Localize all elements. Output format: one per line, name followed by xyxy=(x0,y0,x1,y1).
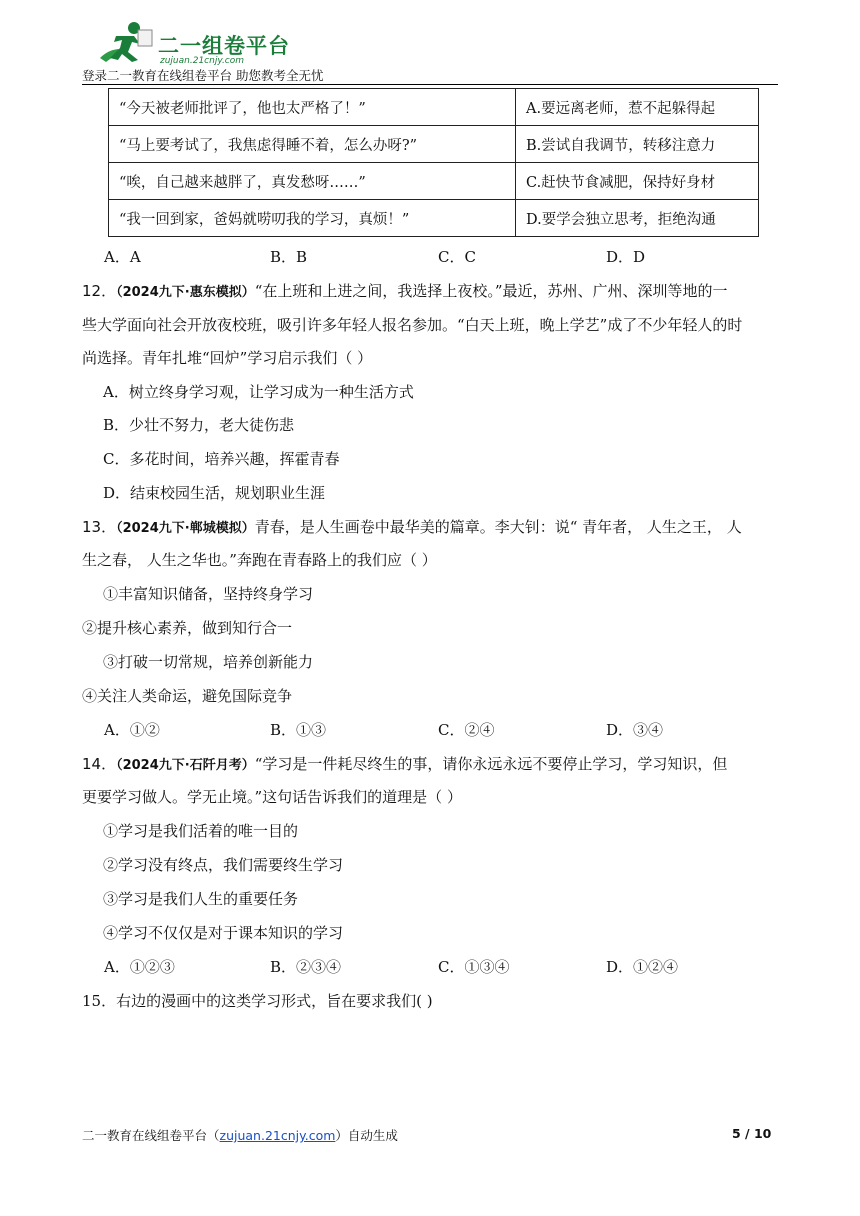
platform-logo xyxy=(94,18,294,66)
table-cell: B.尝试自我调节，转移注意力 xyxy=(516,126,759,163)
q12-option-d[interactable]: D．结束校园生活，规划职业生涯 xyxy=(103,484,326,502)
footer-text-post: ）自动生成 xyxy=(335,1128,398,1143)
q13-item-3: ③打破一切常规，培养创新能力 xyxy=(103,653,314,671)
q12-option-c[interactable]: C．多花时间，培养兴趣，挥霍青春 xyxy=(103,450,340,468)
q12-option-b[interactable]: B．少壮不努力，老大徒伤悲 xyxy=(103,416,295,434)
q14-item-1: ①学习是我们活着的唯一目的 xyxy=(103,822,299,840)
q11-choice-c[interactable]: C．C xyxy=(438,248,476,266)
q13-item-2: ②提升核心素养，做到知行合一 xyxy=(82,619,293,637)
q12-number: 12． xyxy=(82,282,117,300)
logo-title: 二一组卷平台 xyxy=(158,34,290,58)
q14-choice-c[interactable]: C．①③④ xyxy=(438,958,510,976)
q13-choice-b[interactable]: B．①③ xyxy=(270,721,327,739)
footer-text-pre: 二一教育在线组卷平台（ xyxy=(82,1128,220,1143)
table-cell: D.要学会独立思考，拒绝沟通 xyxy=(516,200,759,237)
table-row xyxy=(109,126,759,163)
q11-choice-d[interactable]: D．D xyxy=(606,248,646,266)
q12-stem-line3: 尚选择。青年扎堆“回炉”学习启示我们（ ） xyxy=(82,349,373,367)
q14-source: （2024九下·石阡月考） xyxy=(116,758,255,773)
q14-choice-b[interactable]: B．②③④ xyxy=(270,958,342,976)
q12-stem-line1 xyxy=(82,280,728,301)
q12-stem-line2: 些大学面向社会开放夜校班，吸引许多年轻人报名参加。“白天上班，晚上学艺”成了不少年轻人的时 xyxy=(82,316,743,334)
q13-text: 青春，是人生画卷中最华美的篇章。李大钊：说“ 青年者， 人生之王， 人 xyxy=(254,518,742,536)
table-row xyxy=(109,89,759,126)
q14-item-2: ②学习没有终点，我们需要终生学习 xyxy=(103,856,344,874)
q14-item-4: ④学习不仅仅是对于课本知识的学习 xyxy=(103,924,344,942)
q15-stem: 15．右边的漫画中的这类学习形式，旨在要求我们( ) xyxy=(82,992,433,1010)
table-row xyxy=(109,163,759,200)
q14-stem-line1 xyxy=(82,753,727,774)
q13-number: 13． xyxy=(82,518,117,536)
q13-item-1: ①丰富知识储备，坚持终身学习 xyxy=(103,585,314,603)
q12-option-a[interactable]: A．树立终身学习观，让学习成为一种生活方式 xyxy=(103,383,414,401)
q14-stem-line2: 更要学习做人。学无止境。”这句话告诉我们的道理是（ ） xyxy=(82,788,462,806)
q13-stem-line2: 生之春， 人生之华也。”奔跑在青春路上的我们应（ ） xyxy=(82,551,437,569)
table-cell: “马上要考试了，我焦虑得睡不着，怎么办呀?” xyxy=(109,126,516,163)
runner-logo-icon xyxy=(94,20,154,64)
footer-source xyxy=(82,1126,398,1144)
q12-source: （2024九下·惠东模拟） xyxy=(116,285,255,300)
q14-choice-d[interactable]: D．①②④ xyxy=(606,958,679,976)
table-cell: A.要远离老师，惹不起躲得起 xyxy=(516,89,759,126)
q13-choice-a[interactable]: A．①② xyxy=(104,721,160,739)
logo-url: zujuan.21cnjy.com xyxy=(160,56,245,66)
footer-link[interactable]: zujuan.21cnjy.com xyxy=(219,1128,336,1143)
q11-choice-b[interactable]: B．B xyxy=(270,248,308,266)
table-cell: C.赶快节食减肥，保持好身材 xyxy=(516,163,759,200)
q14-item-3: ③学习是我们人生的重要任务 xyxy=(103,890,299,908)
header-divider xyxy=(82,84,778,85)
q14-text: “学习是一件耗尽终生的事，请你永远永远不要停止学习，学习知识，但 xyxy=(254,755,728,773)
page-number: 5 / 10 xyxy=(732,1126,772,1141)
q11-choice-a[interactable]: A．A xyxy=(104,248,141,266)
q13-choice-d[interactable]: D．③④ xyxy=(606,721,664,739)
q13-choice-c[interactable]: C．②④ xyxy=(438,721,495,739)
q13-stem-line1 xyxy=(82,516,742,537)
table-cell: “我一回到家，爸妈就唠叨我的学习，真烦！” xyxy=(109,200,516,237)
q12-text: “在上班和上进之间，我选择上夜校。”最近，苏州、广州、深圳等地的一 xyxy=(254,282,728,300)
page-header xyxy=(82,18,778,84)
table-row xyxy=(109,200,759,237)
q14-number: 14． xyxy=(82,755,117,773)
q13-item-4: ④关注人类命运，避免国际竞争 xyxy=(82,687,293,705)
q13-source: （2024九下·郸城模拟） xyxy=(116,521,255,536)
table-cell: “今天被老师批评了，他也太严格了！” xyxy=(109,89,516,126)
header-tagline: 登录二一教育在线组卷平台 助您教考全无忧 xyxy=(82,68,324,83)
q14-choice-a[interactable]: A．①②③ xyxy=(104,958,175,976)
table-cell: “唉，自己越来越胖了，真发愁呀……” xyxy=(109,163,516,200)
q11-options-table xyxy=(108,88,759,237)
